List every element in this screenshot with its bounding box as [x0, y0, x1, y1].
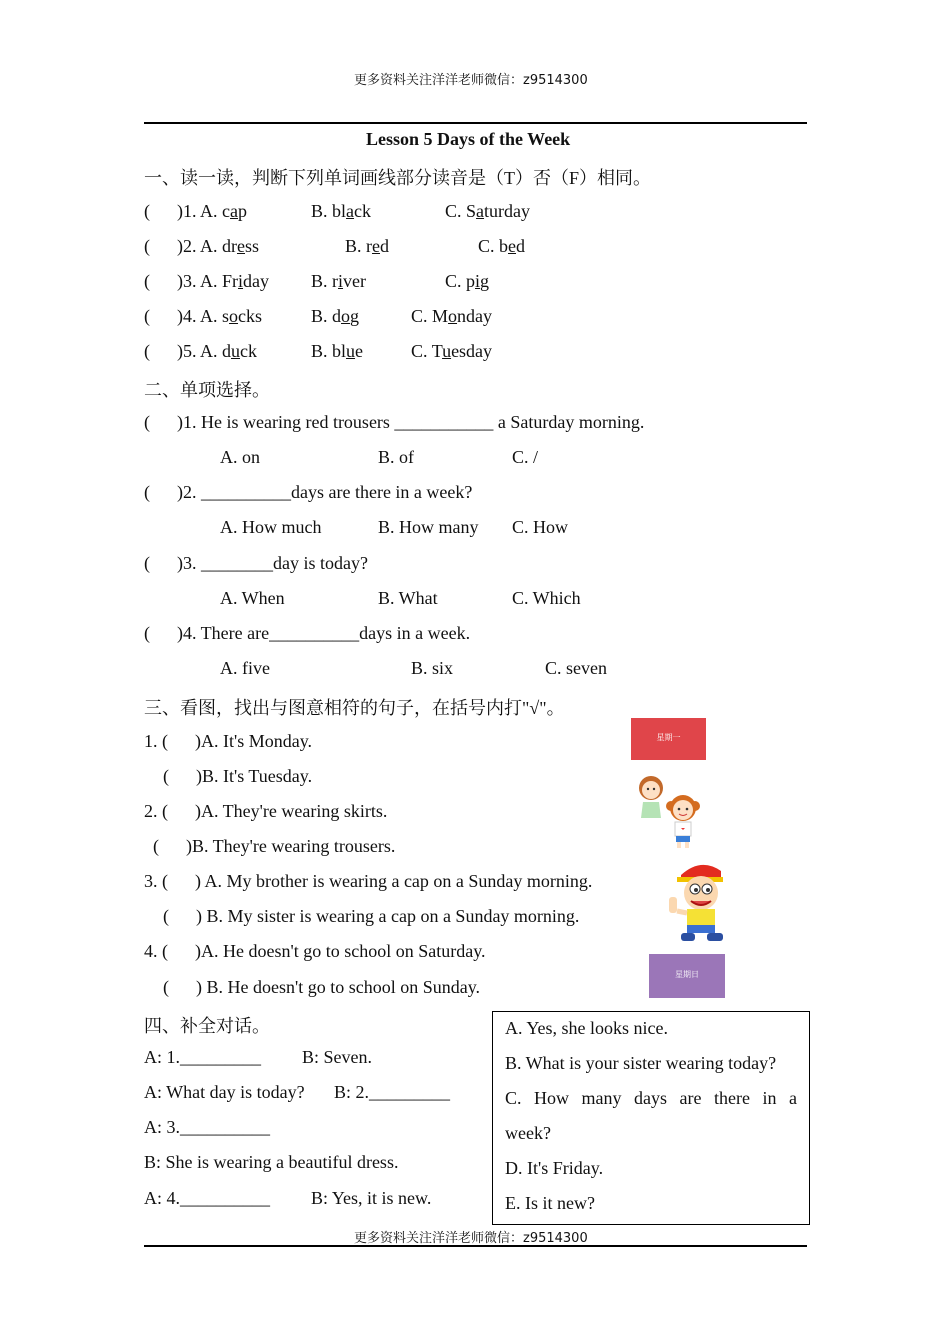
s1-item-5: ( )5. A. duck	[144, 341, 257, 361]
s4-line-4: B: She is wearing a beautiful dress.	[144, 1152, 399, 1172]
s1-item-4-b: B. dog	[311, 306, 360, 326]
s2-q4-option-a: A. five	[220, 658, 270, 678]
top-rule	[144, 122, 807, 124]
s4-line-2-left: A: What day is today?	[144, 1082, 305, 1102]
option-c-cont: week?	[505, 1123, 551, 1143]
boy-with-cap-image	[663, 857, 733, 945]
s1-item-4-c: C. Monday	[411, 306, 493, 326]
s3-line-4a: 4. ( )A. He doesn't go to school on Saturday.	[144, 941, 486, 961]
s4-line-1-right: B: Seven.	[302, 1047, 372, 1067]
page-title: Lesson 5 Days of the Week	[366, 129, 571, 149]
s1-item-3-c: C. pig	[445, 271, 490, 291]
section3-heading: 三、看图，找出与图意相符的句子，在括号内打"√"。	[144, 698, 565, 718]
option-d: D. It's Friday.	[505, 1158, 604, 1178]
s3-line-1a: 1. ( )A. It's Monday.	[144, 731, 313, 751]
s1-item-1-b: B. black	[311, 201, 372, 221]
s2-q3-option-c: C. Which	[512, 588, 581, 608]
s3-line-2b: ( )B. They're wearing trousers.	[153, 836, 396, 856]
s2-q1-option-a: A. on	[220, 447, 260, 467]
bottom-rule	[144, 1245, 807, 1247]
monday-card-image: 星期一	[631, 718, 706, 760]
s4-line-5-left: A: 4.__________	[144, 1188, 270, 1208]
s3-line-3b: ( ) B. My sister is wearing a cap on a Sunday morning.	[163, 906, 580, 926]
section1-heading: 一、读一读，判断下列单词画线部分读音是（T）否（F）相同。	[144, 168, 652, 188]
header-note: 更多资料关注洋洋老师微信：z9514300	[354, 73, 588, 88]
s1-item-2-c: C. bed	[478, 236, 526, 256]
s1-item-1-c: C. Saturday	[445, 201, 531, 221]
s4-line-1-left: A: 1._________	[144, 1047, 261, 1067]
s1-item-5-c: C. Tuesday	[411, 341, 493, 361]
section4-heading: 四、补全对话。	[144, 1016, 270, 1036]
s2-question-2: ( )2. __________days are there in a week?	[144, 482, 473, 502]
option-a: A. Yes, she looks nice.	[505, 1018, 669, 1038]
option-e: E. Is it new?	[505, 1193, 595, 1213]
s2-q2-option-b: B. How many	[378, 517, 479, 537]
two-girls-image	[633, 770, 708, 850]
s2-q2-option-c: C. How	[512, 517, 569, 537]
s1-item-3: ( )3. A. Friday	[144, 271, 270, 291]
s1-item-5-b: B. blue	[311, 341, 364, 361]
s1-item-2-b: B. red	[345, 236, 390, 256]
s4-line-3: A: 3.__________	[144, 1117, 270, 1137]
option-b: B. What is your sister wearing today?	[505, 1053, 777, 1073]
s2-question-1: ( )1. He is wearing red trousers ___________ a Saturday morning.	[144, 412, 645, 432]
s1-item-2: ( )2. A. dress	[144, 236, 260, 256]
s3-line-2a: 2. ( )A. They're wearing skirts.	[144, 801, 388, 821]
section2-heading: 二、单项选择。	[144, 380, 270, 400]
s2-q4-option-c: C. seven	[545, 658, 607, 678]
s4-line-2-right: B: 2._________	[334, 1082, 451, 1102]
s2-q2-option-a: A. How much	[220, 517, 322, 537]
s3-line-1b: ( )B. It's Tuesday.	[163, 766, 313, 786]
s4-line-5-right: B: Yes, it is new.	[311, 1188, 432, 1208]
s1-item-4: ( )4. A. socks	[144, 306, 263, 326]
sunday-card-image: 星期日	[649, 954, 725, 998]
s2-q3-option-a: A. When	[220, 588, 285, 608]
option-c: C. How many days are there in a	[505, 1088, 797, 1108]
s2-q4-option-b: B. six	[411, 658, 454, 678]
s2-question-3: ( )3. ________day is today?	[144, 553, 368, 573]
options-box	[492, 1011, 810, 1225]
s2-question-4: ( )4. There are__________days in a week.	[144, 623, 471, 643]
s2-q3-option-b: B. What	[378, 588, 438, 608]
s2-q1-option-c: C. /	[512, 447, 539, 467]
s1-item-3-b: B. river	[311, 271, 367, 291]
s1-item-1: ( )1. A. cap	[144, 201, 247, 221]
s2-q1-option-b: B. of	[378, 447, 414, 467]
s3-line-4b: ( ) B. He doesn't go to school on Sunday.	[163, 977, 481, 997]
footer-note: 更多资料关注洋洋老师微信：z9514300	[354, 1231, 588, 1246]
s3-line-3a: 3. ( ) A. My brother is wearing a cap on a Sunday morning.	[144, 871, 593, 891]
